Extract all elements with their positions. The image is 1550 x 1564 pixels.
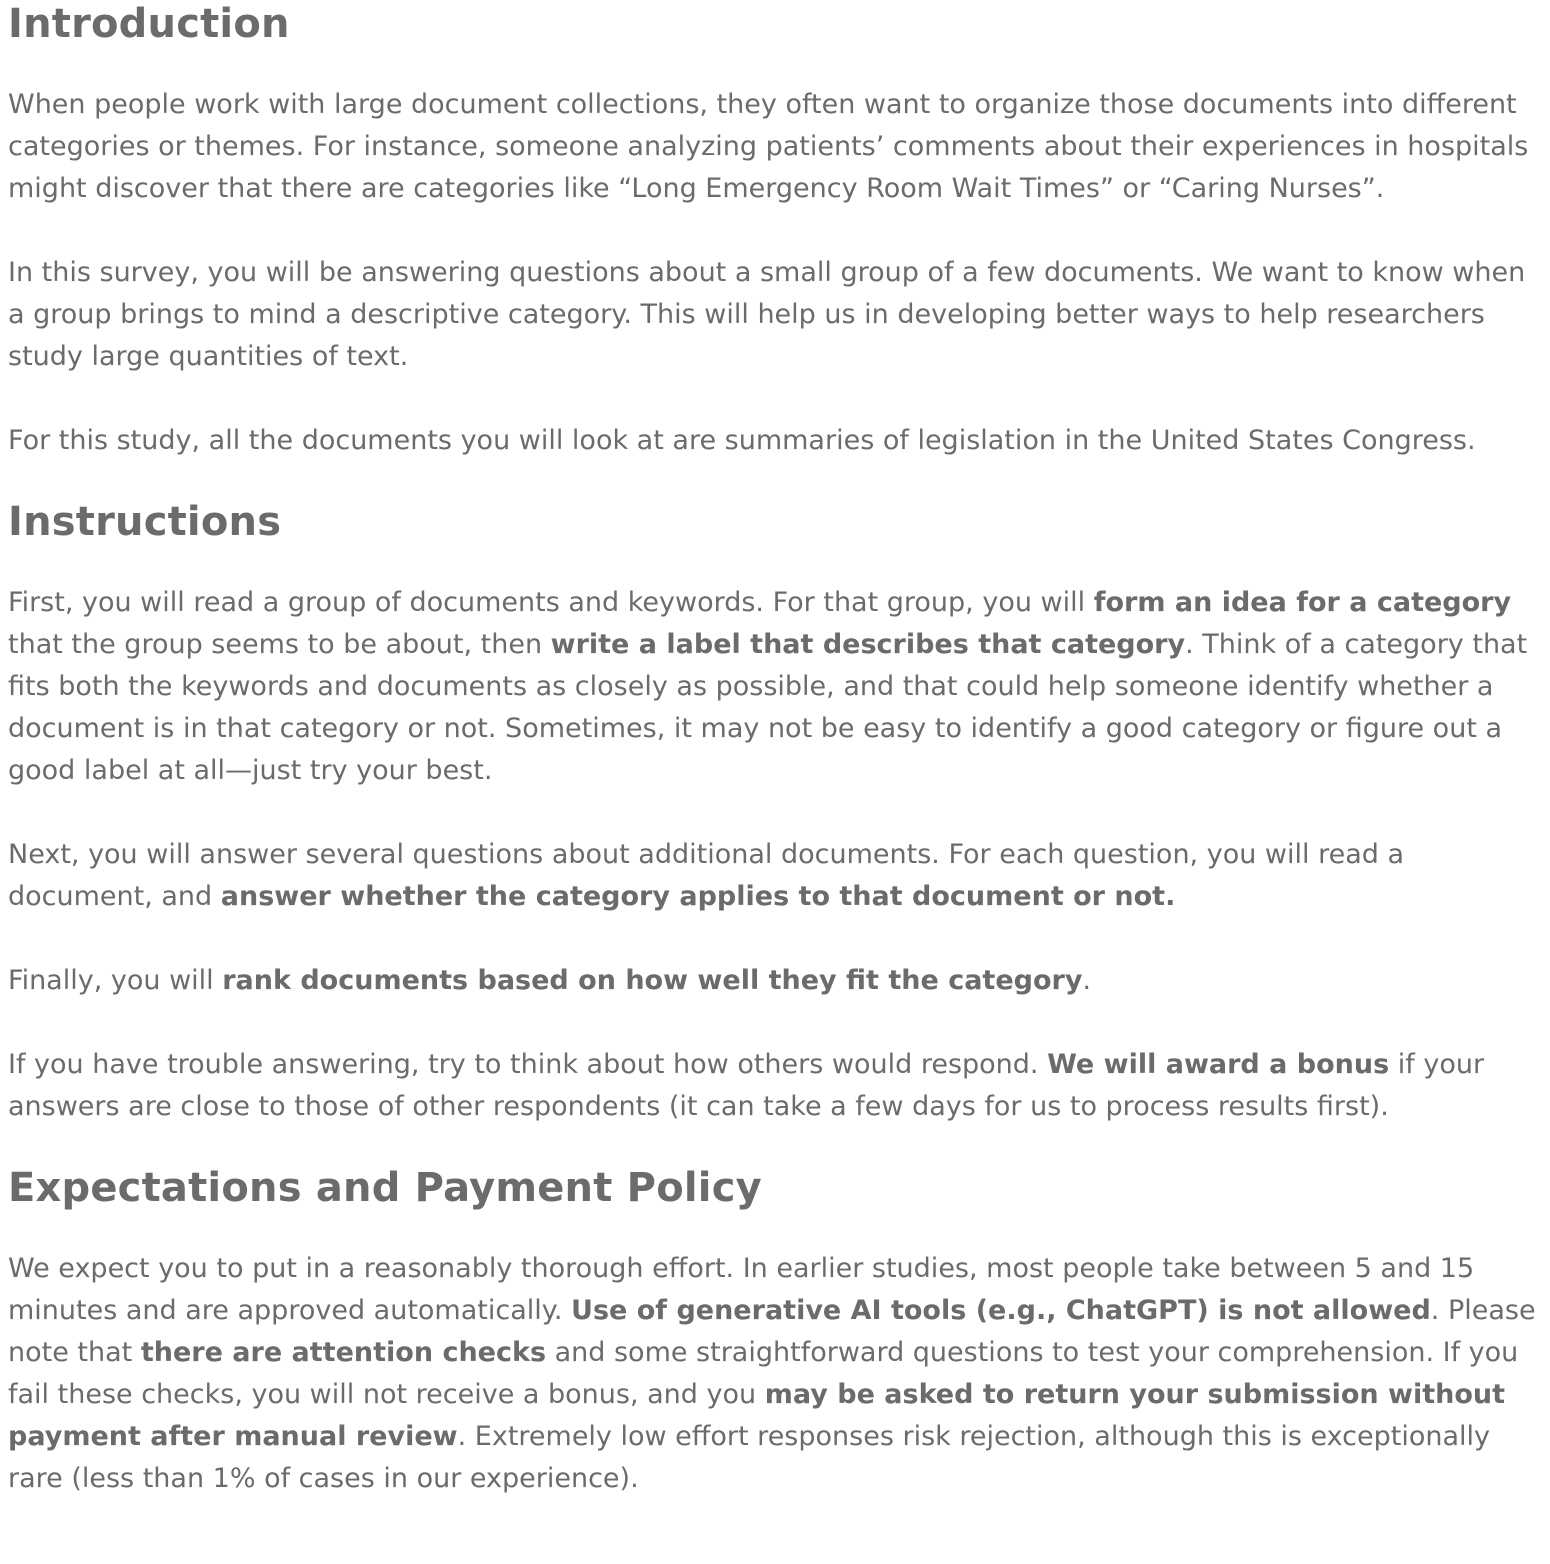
text-span: . Please note that (8, 1295, 1536, 1368)
expectations-heading: Expectations and Payment Policy (8, 1165, 762, 1211)
instructions-paragraph-1 (8, 582, 1546, 792)
text-span: First, you will read a group of documents and keywords. For that group, you will (8, 587, 1094, 618)
text-span: . (1082, 965, 1092, 996)
emphasis-answer-category: answer whether the category applies to that document or not. (220, 881, 1176, 912)
intro-paragraph-2: In this survey, you will be answering questions about a small group of a few documents. We want to know when a group brings to mind a descriptive category. This will help us in developing better ways to help researchers study large quantities of text. (8, 257, 1526, 372)
emphasis-form-category: form an idea for a category (1093, 587, 1512, 618)
emphasis-rank-documents: rank documents based on how well they fit the category (222, 965, 1083, 996)
intro-paragraph-3: For this study, all the documents you will look at are summaries of legislation in the United States Congress. (8, 425, 1476, 456)
emphasis-bonus: We will award a bonus (1047, 1049, 1390, 1080)
instructions-heading: Instructions (8, 499, 282, 545)
text-span: that the group seems to be about, then (8, 629, 551, 660)
text-span: Next, you will answer several questions about additional documents. For each question, you will read a document, and (8, 839, 1405, 912)
text-span: and some straightforward questions to test your comprehension. If you fail these checks, you will not receive a bonus, and you (8, 1337, 1519, 1410)
text-span: . Extremely low effort responses risk rejection, although this is exceptionally rare (less than 1% of cases in our experience). (8, 1421, 1491, 1494)
text-span: . Think of a category that fits both the keywords and documents as closely as possible, and that could help someone identify whether a document is in that category or not. Sometimes, it may not be easy to identify a good category or figure out a good label at all—just try your best. (8, 629, 1528, 786)
emphasis-no-ai: Use of generative AI tools (e.g., ChatGPT) is not allowed (571, 1295, 1431, 1326)
introduction-heading: Introduction (8, 1, 290, 47)
text-span: Finally, you will (8, 965, 223, 996)
emphasis-return-submission: may be asked to return your submission without payment after manual review (8, 1379, 1506, 1452)
text-span: If you have trouble answering, try to think about how others would respond. (8, 1049, 1048, 1080)
expectations-paragraph (8, 1248, 1546, 1500)
intro-paragraph-1: When people work with large document collections, they often want to organize those documents into different categories or themes. For instance, someone analyzing patients’ comments about their experiences in hospitals might discover that there are categories like “Long Emergency Room Wait Times” or “Caring Nurses”. (8, 89, 1529, 204)
text-span: if your answers are close to those of other respondents (it can take a few days for us to process results first). (8, 1049, 1485, 1122)
instructions-paragraph-2 (8, 834, 1546, 918)
emphasis-write-label: write a label that describes that category (550, 629, 1186, 660)
text-span: We expect you to put in a reasonably thorough effort. In earlier studies, most people take between 5 and 15 minutes and are approved automatically. (8, 1253, 1475, 1326)
instructions-paragraph-4 (8, 1044, 1546, 1128)
emphasis-attention-checks: there are attention checks (140, 1337, 547, 1368)
instructions-paragraph-3 (8, 960, 1546, 1002)
